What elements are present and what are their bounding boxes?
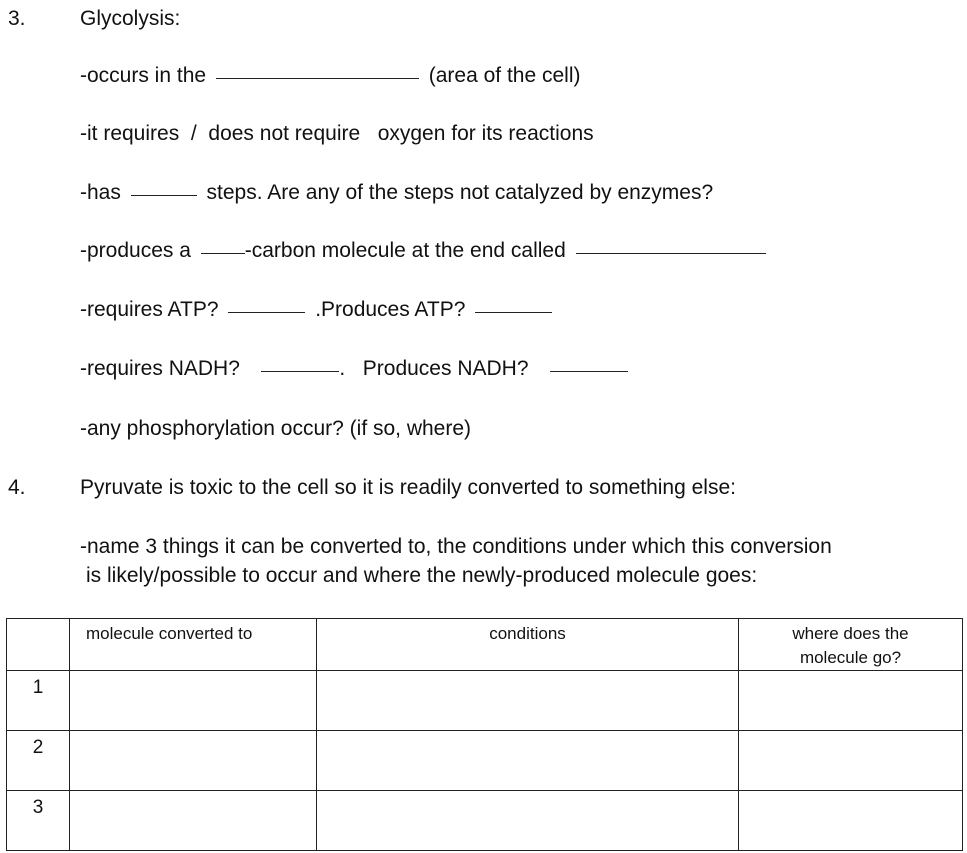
table-row	[7, 671, 963, 731]
requires-nadh-label: -requires NADH?	[80, 357, 240, 380]
header-number-cell	[7, 619, 70, 671]
produces-line	[80, 239, 770, 263]
occurs-line	[80, 64, 581, 88]
table-row	[7, 731, 963, 791]
header-conditions: conditions	[317, 619, 739, 671]
conditions-cell[interactable]	[317, 731, 739, 791]
oxygen-text: oxygen for its reactions	[377, 122, 594, 145]
destination-cell[interactable]	[739, 791, 963, 851]
produces-atp-label: .Produces ATP?	[315, 298, 466, 321]
requires-nadh-blank[interactable]	[261, 370, 339, 372]
nadh-dot: .	[339, 357, 346, 380]
table-row	[7, 791, 963, 851]
produces-nadh-label: Produces NADH?	[362, 357, 529, 380]
steps-line	[80, 181, 713, 205]
header-destination-line-1: where does the	[792, 624, 909, 643]
occurs-label: -occurs in the	[80, 64, 207, 87]
pyruvate-conversion-table	[6, 618, 963, 851]
molecule-cell[interactable]	[70, 791, 317, 851]
requires-atp-label: -requires ATP?	[80, 298, 219, 321]
destination-cell[interactable]	[739, 731, 963, 791]
conditions-cell[interactable]	[317, 671, 739, 731]
slash-separator: /	[190, 122, 197, 145]
conditions-cell[interactable]	[317, 791, 739, 851]
does-not-require-option[interactable]: does not require	[208, 122, 361, 145]
phosphorylation-line: -any phosphorylation occur? (if so, where)	[80, 417, 472, 440]
requires-option[interactable]: -it requires	[80, 122, 180, 145]
nadh-line	[80, 357, 632, 381]
row-number: 1	[7, 671, 70, 731]
q3-number: 3.	[8, 7, 26, 30]
q3-title: Glycolysis:	[80, 7, 181, 30]
carbon-molecule-text: -carbon molecule at the end called	[244, 239, 566, 262]
header-destination-line-2: molecule go?	[799, 648, 902, 667]
produces-nadh-blank[interactable]	[550, 370, 628, 372]
row-number: 2	[7, 731, 70, 791]
requires-atp-blank[interactable]	[228, 311, 305, 313]
cell-area-blank[interactable]	[216, 77, 419, 79]
q4-instruction-2: is likely/possible to occur and where the newly-produced molecule goes:	[86, 564, 758, 587]
produces-label: -produces a	[80, 239, 191, 262]
q4-title: Pyruvate is toxic to the cell so it is readily converted to something else:	[80, 476, 736, 499]
q4-instruction-1: -name 3 things it can be converted to, the conditions under which this conversion	[80, 535, 832, 558]
q4-number: 4.	[8, 476, 26, 499]
produces-atp-blank[interactable]	[475, 311, 552, 313]
oxygen-line	[80, 122, 594, 146]
molecule-cell[interactable]	[70, 671, 317, 731]
header-destination	[739, 619, 963, 671]
occurs-suffix: (area of the cell)	[428, 64, 581, 87]
steps-blank[interactable]	[131, 194, 197, 196]
destination-cell[interactable]	[739, 671, 963, 731]
molecule-name-blank[interactable]	[576, 252, 766, 254]
has-label: -has	[80, 181, 121, 204]
steps-question: steps. Are any of the steps not catalyzed by enzymes?	[206, 181, 714, 204]
atp-line	[80, 298, 556, 322]
header-molecule: molecule converted to	[70, 619, 317, 671]
row-number: 3	[7, 791, 70, 851]
carbon-count-blank[interactable]	[201, 252, 245, 254]
molecule-cell[interactable]	[70, 731, 317, 791]
table-header-row	[7, 619, 963, 671]
